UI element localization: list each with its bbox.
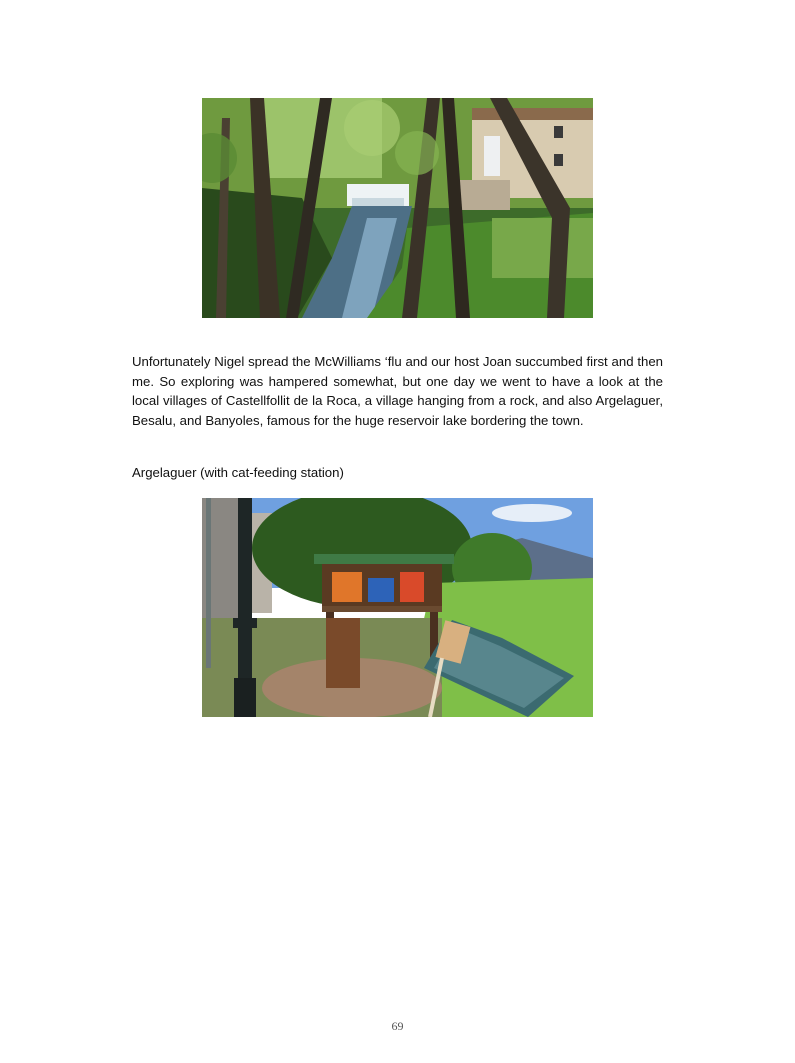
cat-feeding-station-illustration xyxy=(202,498,593,717)
photo-caption: Argelaguer (with cat-feeding station) xyxy=(132,465,344,480)
river-waterfall-illustration xyxy=(202,98,593,318)
page-number: 69 xyxy=(391,1019,404,1033)
cat-feeding-station-photo xyxy=(202,498,593,717)
body-paragraph: Unfortunately Nigel spread the McWilliams ‘flu and our host Joan succumbed first and then me. So exploring was hampered somewhat, but one day we went to have a look at the local villages of Castellfollit de la Roca, a village hanging from a rock, and also Argelaguer, Besalu, and Banyoles, famous for the huge reservoir lake bordering the town. xyxy=(132,354,663,428)
river-waterfall-photo xyxy=(202,98,593,318)
